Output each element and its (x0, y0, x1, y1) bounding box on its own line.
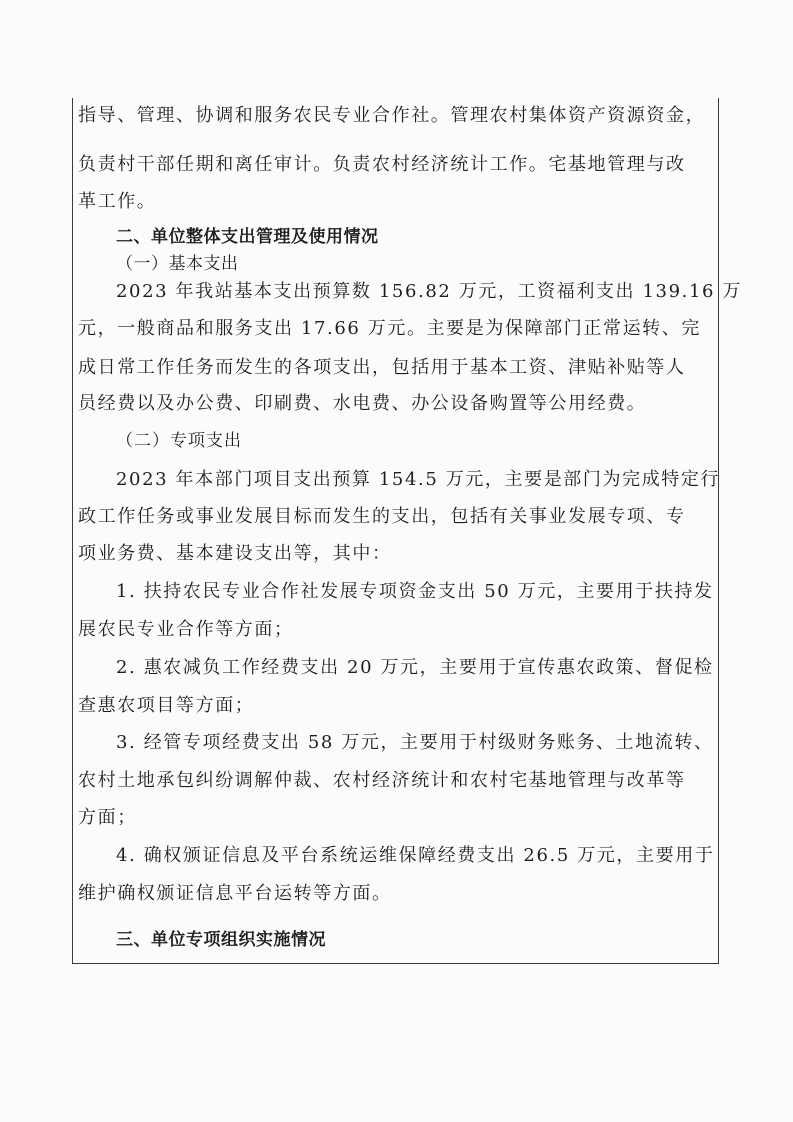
paragraph-line-7: 员经费以及办公费、印刷费、水电费、办公设备购置等公用经费。 (78, 393, 647, 414)
paragraph-line-1: 指导、管理、协调和服务农民专业合作社。管理农村集体资产资源资金， (78, 105, 706, 126)
paragraph-line-9: 政工作任务或事业发展目标而发生的支出，包括有关事业发展专项、专 (78, 506, 686, 527)
list-item-1-line-1: 1. 扶持农民专业合作社发展专项资金支出 50 万元，主要用于扶持发 (116, 581, 714, 602)
paragraph-line-2: 负责村干部任期和离任审计。负责农村经济统计工作。宅基地管理与改 (78, 154, 686, 175)
subsection-heading-basic: （一）基本支出 (116, 254, 239, 274)
paragraph-line-3: 革工作。 (78, 191, 157, 212)
list-item-2-line-1: 2. 惠农减负工作经费支出 20 万元，主要用于宣传惠农政策、督促检 (116, 657, 714, 678)
list-item-1-line-2: 展农民专业合作等方面； (78, 619, 294, 640)
section-heading-3: 三、单位专项组织实施情况 (116, 930, 326, 950)
paragraph-line-6: 成日常工作任务而发生的各项支出，包括用于基本工资、津贴补贴等人 (78, 357, 686, 378)
subsection-heading-special: （二）专项支出 (116, 431, 242, 451)
list-item-3-line-2: 农村土地承包纠纷调解仲裁、农村经济统计和农村宅基地管理与改革等 (78, 770, 686, 791)
paragraph-line-10: 项业务费、基本建设支出等，其中： (78, 543, 392, 564)
paragraph-line-4: 2023 年我站基本支出预算数 156.82 万元，工资福利支出 139.16 万 (116, 281, 742, 302)
list-item-3-line-3: 方面； (78, 807, 137, 828)
paragraph-line-5: 元，一般商品和服务支出 17.66 万元。主要是为保障部门正常运转、完 (78, 318, 701, 339)
list-item-2-line-2: 查惠农项目等方面； (78, 695, 255, 716)
section-heading-2: 二、单位整体支出管理及使用情况 (116, 227, 379, 247)
list-item-4-line-1: 4. 确权颁证信息及平台系统运维保障经费支出 26.5 万元，主要用于 (116, 845, 715, 866)
paragraph-line-8: 2023 年本部门项目支出预算 154.5 万元，主要是部门为完成特定行 (116, 469, 721, 490)
list-item-3-line-1: 3. 经管专项经费支出 58 万元，主要用于村级财务账务、土地流转、 (116, 732, 714, 753)
list-item-4-line-2: 维护确权颁证信息平台运转等方面。 (78, 883, 392, 904)
